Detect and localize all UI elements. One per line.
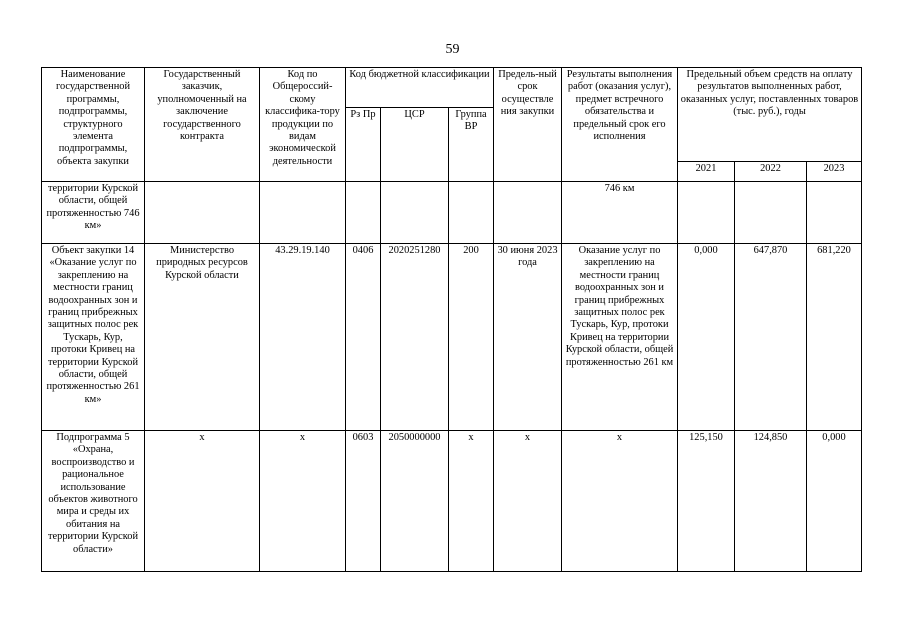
cell-deadline: [494, 182, 562, 244]
cell-rz-pr: 0406: [346, 244, 381, 431]
header-okpd: Код по Общероссий-скому классифика-тору продукции по видам экономической деятельности: [260, 68, 346, 182]
cell-2022: 647,870: [735, 244, 807, 431]
cell-vr: х: [449, 431, 494, 572]
cell-results: Оказание услуг по закреплению на местности границ водоохранных зон и границ прибрежных защитных полос рек Тускарь, Кур, протоки Кривец на территории Курской области, общей протяженностью 261 км: [562, 244, 678, 431]
header-deadline: Предель-ный срок осуществле ния закупки: [494, 68, 562, 182]
cell-rz-pr: [346, 182, 381, 244]
cell-deadline: 30 июня 2023 года: [494, 244, 562, 431]
cell-2023: [807, 182, 862, 244]
cell-okpd: 43.29.19.140: [260, 244, 346, 431]
cell-2022: [735, 182, 807, 244]
header-year-2021: 2021: [678, 162, 735, 182]
page-number: 59: [445, 42, 460, 57]
cell-2023: 681,220: [807, 244, 862, 431]
cell-name: территории Курской области, общей протяженностью 746 км»: [42, 182, 145, 244]
cell-2023: 0,000: [807, 431, 862, 572]
cell-name: Объект закупки 14 «Оказание услуг по закреплению на местности границ водоохранных зон и границ прибрежных защитных полос рек Тускарь, Кур, протоки Кривец на территории Курской области, общей протяженностью 261 км»: [42, 244, 145, 431]
cell-vr: 200: [449, 244, 494, 431]
cell-csr: [381, 182, 449, 244]
cell-2021: 125,150: [678, 431, 735, 572]
cell-results: 746 км: [562, 182, 678, 244]
header-csr: ЦСР: [381, 108, 449, 182]
cell-results: х: [562, 431, 678, 572]
header-name: Наименование государственной программы, подпрограммы, структурного элемента подпрограммы, объекта закупки: [42, 68, 145, 182]
header-budget-code: Код бюджетной классификации: [346, 68, 494, 108]
cell-csr: 2020251280: [381, 244, 449, 431]
cell-customer: [145, 182, 260, 244]
header-customer: Государственный заказчик, уполномоченный на заключение государственного контракта: [145, 68, 260, 182]
cell-okpd: х: [260, 431, 346, 572]
cell-2021: [678, 182, 735, 244]
cell-csr: 2050000000: [381, 431, 449, 572]
header-rz-pr: Рз Пр: [346, 108, 381, 182]
header-year-2022: 2022: [735, 162, 807, 182]
table-row: [42, 244, 862, 431]
cell-okpd: [260, 182, 346, 244]
header-year-2023: 2023: [807, 162, 862, 182]
header-results: Результаты выполнения работ (оказания услуг), предмет встречного обязательства и предельный срок его исполнения: [562, 68, 678, 182]
table-row: [42, 182, 862, 244]
cell-vr: [449, 182, 494, 244]
cell-rz-pr: 0603: [346, 431, 381, 572]
cell-2022: 124,850: [735, 431, 807, 572]
cell-deadline: х: [494, 431, 562, 572]
cell-customer: Министерство природных ресурсов Курской области: [145, 244, 260, 431]
procurement-table: [41, 67, 862, 572]
cell-customer: х: [145, 431, 260, 572]
header-vr: Группа ВР: [449, 108, 494, 182]
cell-name: Подпрограмма 5 «Охрана, воспроизводство и рациональное использование объектов животного мира и среды их обитания на территории Курской области»: [42, 431, 145, 572]
table-row: [42, 431, 862, 572]
cell-2021: 0,000: [678, 244, 735, 431]
header-limit: Предельный объем средств на оплату результатов выполненных работ, оказанных услуг, поставленных товаров (тыс. руб.), годы: [678, 68, 862, 162]
